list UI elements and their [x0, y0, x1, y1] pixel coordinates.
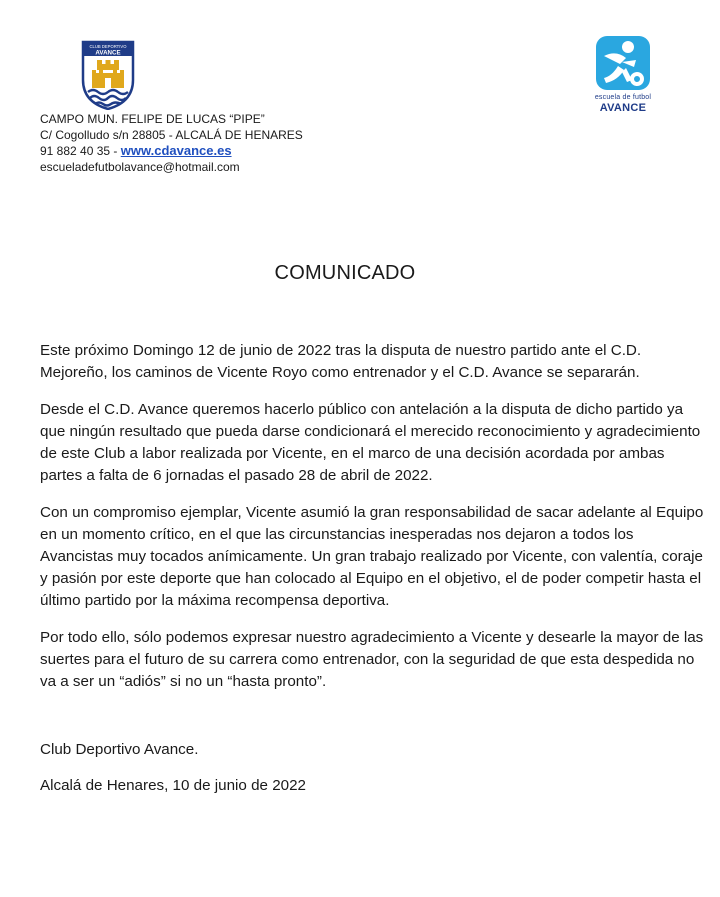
paragraph: Desde el C.D. Avance queremos hacerlo público con antelación a la disputa de dicho partido ya que ningún resultado que pueda darse condicionará el merecido reconocimiento y agradecimiento de este Club a labor realizada por Vicente, en el marco de una decisión acordada por ambas partes a falta de 6 jornadas el pasado 28 de abril de 2022.: [40, 401, 701, 484]
address: C/ Cogolludo s/n 28805 - ALCALÁ DE HENARES: [40, 128, 303, 142]
football-school-logo: [592, 34, 654, 112]
document-title: COMUNICADO: [274, 262, 416, 284]
club-crest-logo: [80, 40, 136, 110]
svg-text:AVANCE: AVANCE: [95, 49, 121, 57]
logo-title: AVANCE: [599, 102, 647, 114]
contact-block: [40, 111, 303, 175]
svg-text:CLUB DEPORTIVO: CLUB DEPORTIVO: [89, 44, 127, 49]
paragraph: Con un compromiso ejemplar, Vicente asumió la gran responsabilidad de sacar adelante al Equipo en un momento crítico, en el que las circunstancias inesperadas nos dejaron a todos los Avancistas muy tocados anímicamente. Un gran trabajo realizado por Vicente, con valentía, coraje y pasión por este deporte que han colocado al Equipo en el objetivo, el de poder competir hasta el último partido por la máxima recompensa deportiva.: [40, 504, 704, 609]
place-date: Alcalá de Henares, 10 de junio de 2022: [40, 777, 306, 794]
phone-website-line: [40, 143, 303, 159]
signature: Club Deportivo Avance.: [40, 741, 199, 758]
phone-number: 91 882 40 35 -: [40, 144, 118, 158]
email-address: escueladefutbolavance@hotmail.com: [40, 160, 240, 174]
logo-subtitle: escuela de futbol: [594, 94, 652, 101]
paragraph: Por todo ello, sólo podemos expresar nuestro agradecimiento a Vicente y desearle la mayor de las suertes para el futuro de su carrera como entrenador, con la seguridad de que esta despedida no va a ser un “adiós” si no un “hasta pronto”.: [40, 629, 704, 690]
venue-name: CAMPO MUN. FELIPE DE LUCAS “PIPE”: [40, 112, 265, 126]
website-link[interactable]: www.cdavance.es: [120, 143, 232, 158]
document-body: [40, 340, 710, 708]
paragraph: Este próximo Domingo 12 de junio de 2022 tras la disputa de nuestro partido ante el C.D. Mejoreño, los caminos de Vicente Royo como entrenador y el C.D. Avance se separarán.: [40, 342, 642, 381]
